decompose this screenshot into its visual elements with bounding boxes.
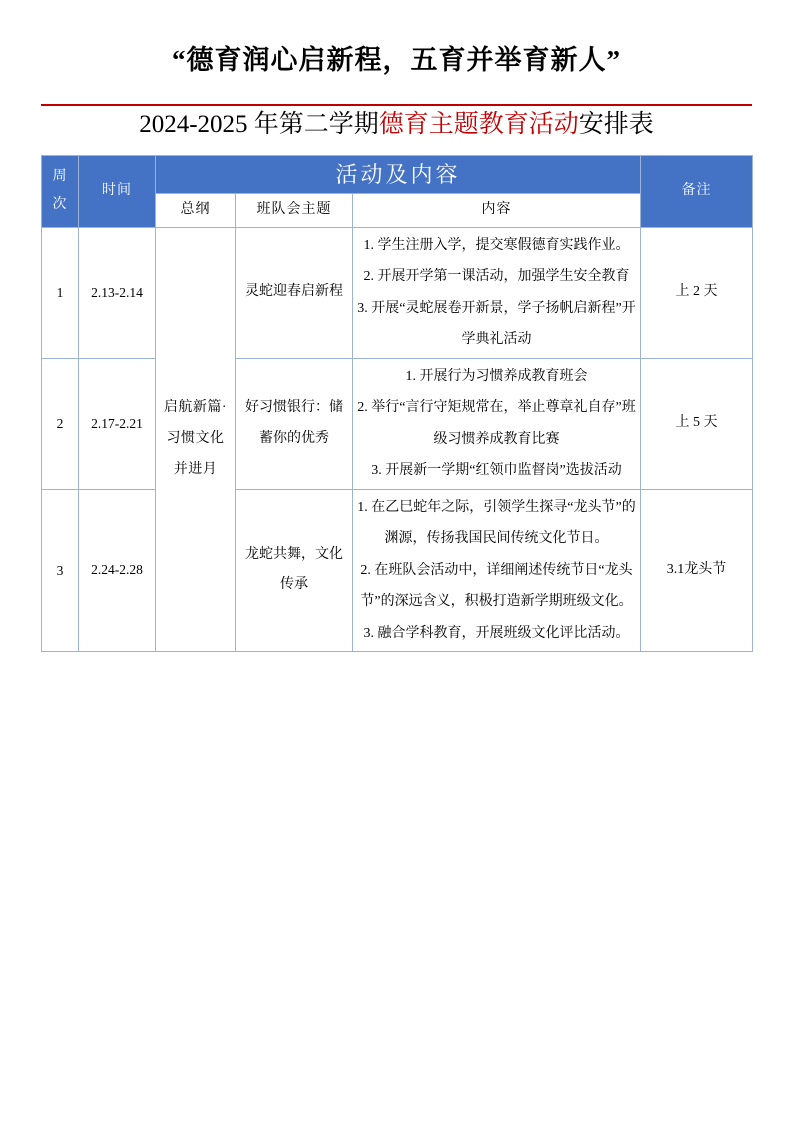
table-header — [42, 156, 753, 228]
cell-content — [353, 227, 641, 358]
cell-time: 2.24-2.28 — [79, 489, 156, 652]
cell-theme: 好习惯银行：储蓄你的优秀 — [236, 358, 353, 489]
content-line: 2. 举行“言行守矩规常在，举止尊章礼自存”班级习惯养成教育比赛 — [357, 400, 636, 447]
content-line: 3. 开展“灵蛇展卷开新景，学子扬帆启新程”开学典礼活动 — [357, 300, 636, 348]
content-line: 2. 开展开学第一课活动，加强学生安全教育 — [363, 269, 630, 285]
table-row — [42, 358, 753, 489]
column-header-note: 备注 — [641, 156, 753, 228]
column-header-activity-group: 活动及内容 — [156, 156, 641, 194]
column-header-content: 内容 — [353, 194, 641, 228]
column-header-theme: 班队会主题 — [236, 194, 353, 228]
cell-time: 2.13-2.14 — [79, 227, 156, 358]
subtitle-accent: 德育主题教育活动 — [378, 111, 579, 138]
activity-schedule-table — [41, 155, 753, 652]
table-row — [42, 489, 753, 652]
content-line: 3. 融合学科教育，开展班级文化评比活动。 — [363, 625, 630, 641]
cell-outline-merged: 启航新篇·习惯文化并进月 — [156, 227, 236, 652]
cell-week: 3 — [42, 489, 79, 652]
column-header-week: 周次 — [42, 156, 79, 228]
table-row — [42, 227, 753, 358]
content-line: 1. 开展行为习惯养成教育班会 — [405, 368, 588, 384]
page-subtitle — [41, 107, 752, 143]
subtitle-suffix: 安排表 — [578, 111, 654, 138]
table-body — [42, 227, 753, 652]
cell-note: 上 2 天 — [641, 227, 753, 358]
cell-note: 3.1龙头节 — [641, 489, 753, 652]
cell-week: 1 — [42, 227, 79, 358]
table-header-row-1 — [42, 156, 753, 194]
page-title: “德育润心启新程，五育并举育新人” — [172, 45, 621, 75]
cell-note: 上 5 天 — [641, 358, 753, 489]
column-header-outline: 总纲 — [156, 194, 236, 228]
content-line: 1. 在乙巳蛇年之际，引领学生探寻“龙头节”的渊源，传扬我国民间传统文化节日。 — [357, 499, 636, 547]
cell-content — [353, 358, 641, 489]
content-line: 2. 在班队会活动中，详细阐述传统节日“龙头节”的深远含义，积极打造新学期班级文化。 — [360, 562, 633, 610]
content-line: 1. 学生注册入学，提交寒假德育实践作业。 — [363, 237, 630, 253]
cell-theme: 灵蛇迎春启新程 — [236, 227, 353, 358]
title-divider-rule — [41, 104, 752, 106]
cell-week: 2 — [42, 358, 79, 489]
cell-theme: 龙蛇共舞，文化传承 — [236, 489, 353, 652]
cell-content — [353, 489, 641, 652]
subtitle-prefix: 2024-2025 年第二学期 — [139, 111, 379, 138]
content-line: 3. 开展新一学期“红领巾监督岗”选拔活动 — [371, 463, 622, 479]
cell-time: 2.17-2.21 — [79, 358, 156, 489]
column-header-time: 时间 — [79, 156, 156, 228]
